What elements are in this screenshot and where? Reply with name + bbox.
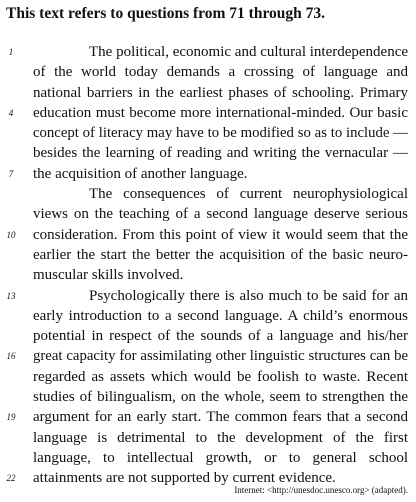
line-text: language, to intellectual growth, or to general school (33, 449, 408, 466)
line-text: potential in respect of the sounds of a language and his/her (33, 328, 408, 345)
line-text: early introduction to a second language. A child’s enormous (33, 307, 408, 324)
line-number: 16 (6, 351, 16, 362)
passage-line (0, 245, 416, 265)
line-text: concept of literacy may have to be modified so as to include — (33, 125, 408, 142)
passage-line (0, 306, 416, 326)
passage-line (0, 407, 416, 427)
passage-header: This text refers to questions from 71 through 73. (6, 5, 326, 22)
line-text: of the world today demands a crossing of language and (33, 64, 408, 81)
line-text: The political, economic and cultural interdependence (89, 44, 409, 60)
passage-line (0, 184, 416, 204)
passage-line (0, 143, 416, 163)
line-text: attainments are not supported by current evidence. (33, 470, 336, 487)
passage-line (0, 42, 416, 62)
line-text: The consequences of current neurophysiological (89, 186, 408, 203)
passage-line (0, 428, 416, 448)
passage-line (0, 62, 416, 82)
passage-line (0, 123, 416, 143)
source-citation: Internet: <http://unesdoc.unesco.org> (adapted). (234, 485, 408, 495)
passage-line (0, 367, 416, 387)
passage-line (0, 346, 416, 366)
passage-line (0, 286, 416, 306)
line-text: the acquisition of another language. (33, 165, 248, 182)
line-text: language is detrimental to the development of the first (33, 429, 408, 446)
passage-line (0, 448, 416, 468)
line-text: Psychologically there is also much to be said for an (89, 287, 408, 304)
line-text: national barriers in the earliest phases of schooling. Primary (33, 84, 408, 101)
line-number: 19 (6, 412, 16, 423)
passage-line (0, 265, 416, 285)
line-text: argument for an early start. The common fears that a second (33, 409, 408, 426)
line-number: 22 (6, 473, 16, 484)
passage-line (0, 204, 416, 224)
passage-line (0, 164, 416, 184)
line-number: 4 (8, 107, 14, 118)
line-text: regarded as assets which would be foolish to waste. Recent (33, 368, 408, 385)
passage-line (0, 326, 416, 346)
line-text: studies of bilingualism, on the whole, seem to strengthen the (33, 389, 408, 406)
reading-passage (0, 42, 416, 489)
line-text: views on the teaching of a second language deserve serious (33, 206, 408, 223)
line-text: earlier the start the better the acquisition of the basic neuro- (33, 246, 408, 263)
passage-line (0, 225, 416, 245)
line-number: 1 (8, 47, 14, 57)
line-number: 7 (8, 168, 14, 179)
line-text: consideration. From this point of view it would seem that the (33, 226, 408, 243)
line-text: muscular skills involved. (33, 267, 184, 284)
passage-line (0, 387, 416, 407)
line-text: great capacity for assimilating other linguistic structures can be (33, 348, 408, 365)
line-number: 10 (6, 229, 16, 240)
passage-line (0, 83, 416, 103)
passage-line (0, 103, 416, 123)
line-number: 13 (6, 290, 16, 301)
line-text: education must become more international-minded. Our basic (33, 104, 408, 121)
line-text: besides the learning of reading and writing the vernacular — (33, 145, 408, 162)
